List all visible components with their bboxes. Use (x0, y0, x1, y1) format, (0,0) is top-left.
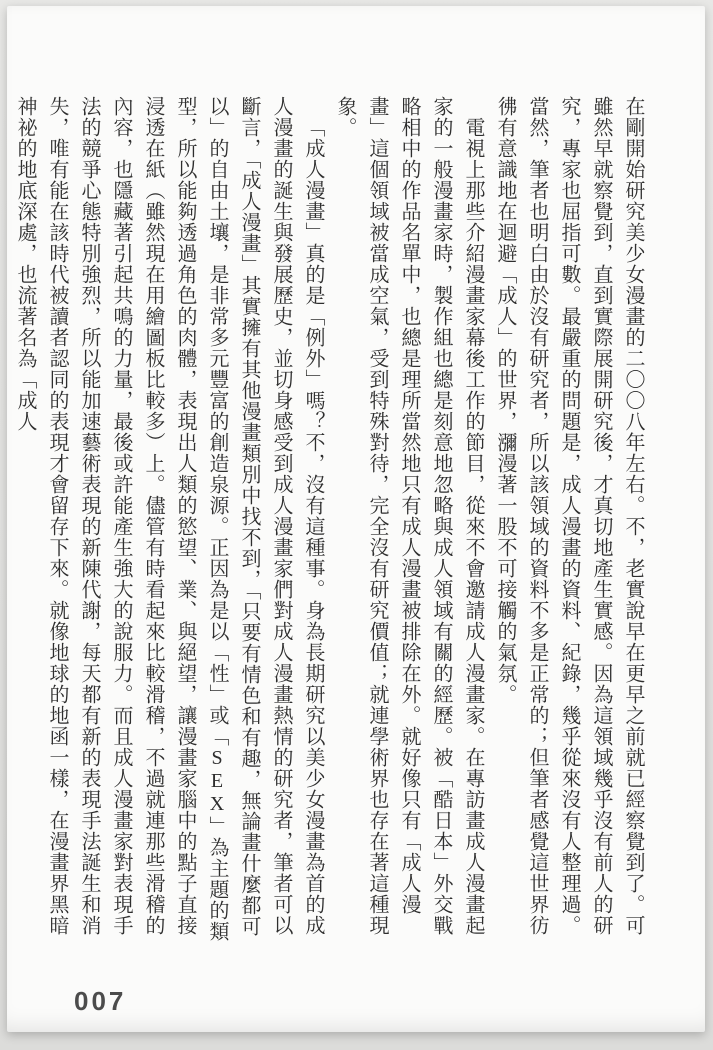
page-number: 007 (74, 986, 127, 1016)
book-page (7, 6, 705, 1032)
vertical-text-block (14, 96, 649, 944)
paragraph-2: 電視上那些介紹漫畫家幕後工作的節目，從來不會邀請成人漫畫家。在專訪畫成人漫畫起家的一般漫畫家時，製作組也總是刻意地忽略與成人領域有關的經歷。被「酷日本」外交戰略相中的作品名單中，也總是理所當然地只有成人漫畫被排除在外。就好像只有「成人漫畫」這個領域被當成空氣，受到特殊對待，完全沒有研究價值；就連學術界也存在著這種現象。 (334, 96, 484, 936)
paragraph-1: 在剛開始研究美少女漫畫的二〇〇八年左右。不，老實說早在更早之前就已經察覺到了。可雖然早就察覺到，直到實際展開研究後，才真切地產生實感。因為這領域幾乎沒有前人的研究，專家也屈指可數。最嚴重的問題是，成人漫畫的資料、紀錄，幾乎從來沒有人整理過。當然，筆者也明白由於沒有研究者，所以該領域的資料不多是正常的；但筆者感覺這世界彷彿有意識地在迴避「成人」的世界，瀰漫著一股不可接觸的氣氛。 (494, 96, 644, 936)
paragraph-3: 「成人漫畫」真的是「例外」嗎？不，沒有這種事。身為長期研究以美少女漫畫為首的成人漫畫的誕生與發展歷史，並切身感受到成人漫畫家們對成人漫畫熱情的研究者，筆者可以斷言，「成人漫畫」其實擁有其他漫畫類別中找不到，「只要有情色和有趣，無論畫什麼都可以」的自由土壤，是非常多元豐富的創造泉源。正因為是以「性」或「SEX」為主題的類型，所以能夠透過角色的肉體，表現出人類的慾望、業、與絕望，讓漫畫家腦中的點子直接浸透在紙（雖然現在用繪圖板比較多）上。儘管有時看起來比較滑稽，不過就連那些滑稽的內容，也隱藏著引起共鳴的力量，最後或許能產生強大的說服力。而且成人漫畫家對表現手法的競爭心態特別強烈，所以能加速藝術表現的新陳代謝，每天都有新的表現手法誕生和消失，唯有能在該時代被讀者認同的表現才會留存下來。就像地球的地函一樣，在漫畫界黑暗神祕的地底深處，也流著名為「成人 (14, 96, 324, 942)
